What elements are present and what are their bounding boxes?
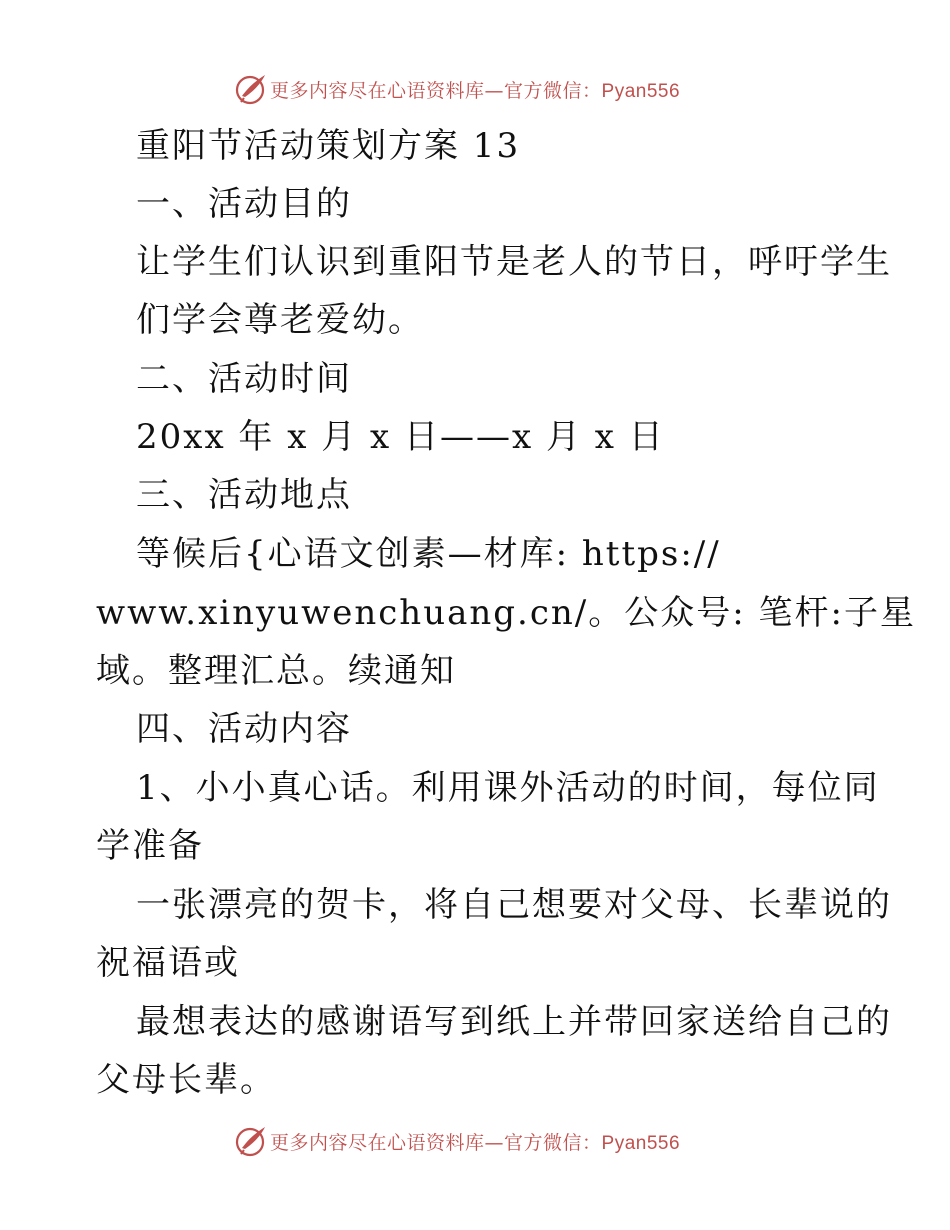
watermark-wechat-id: Pyan556 [601,80,681,102]
paragraph-line: www.xinyuwenchuang.cn/。公众号: 笔杆:子星 [96,593,916,633]
paragraph-line: 父母长辈。 [96,1060,276,1100]
paragraph-line: 一张漂亮的贺卡，将自己想要对父母、长辈说的 [136,885,892,925]
watermark-separator: — [484,79,505,102]
paragraph-line: 域。整理汇总。续通知 [96,651,456,691]
watermark-text: 更多内容尽在心语资料库 [270,1131,485,1154]
section-heading: 三、活动地点 [136,475,352,515]
watermark-wechat-label: 官方微信： [504,79,602,102]
watermark-separator: — [484,1131,505,1154]
paragraph-line: 祝福语或 [96,943,240,983]
footer-watermark [0,1124,950,1158]
paragraph-line: 等候后{心语文创素—材库: https:// [136,534,721,574]
watermark-wechat-id: Pyan556 [601,1132,681,1154]
paragraph-line: 学准备 [96,826,204,866]
watermark-wechat-label: 官方微信： [504,1131,602,1154]
paragraph-line: 让学生们认识到重阳节是老人的节日，呼吁学生 [136,242,892,282]
section-heading: 二、活动时间 [136,359,352,399]
paragraph-line: 20xx 年 x 月 x 日——x 月 x 日 [136,417,665,457]
section-heading: 一、活动目的 [136,184,352,224]
watermark-text: 更多内容尽在心语资料库 [270,79,485,102]
paragraph-line: 最想表达的感谢语写到纸上并带回家送给自己的 [136,1002,892,1042]
paragraph-line: 们学会尊老爱幼。 [136,300,424,340]
section-heading: 四、活动内容 [136,709,352,749]
header-watermark [0,72,950,106]
quill-logo-icon [234,72,268,106]
paragraph-line: 1、小小真心话。利用课外活动的时间，每位同 [136,768,880,808]
quill-logo-icon [234,1124,268,1158]
document-title: 重阳节活动策划方案 13 [136,126,521,166]
